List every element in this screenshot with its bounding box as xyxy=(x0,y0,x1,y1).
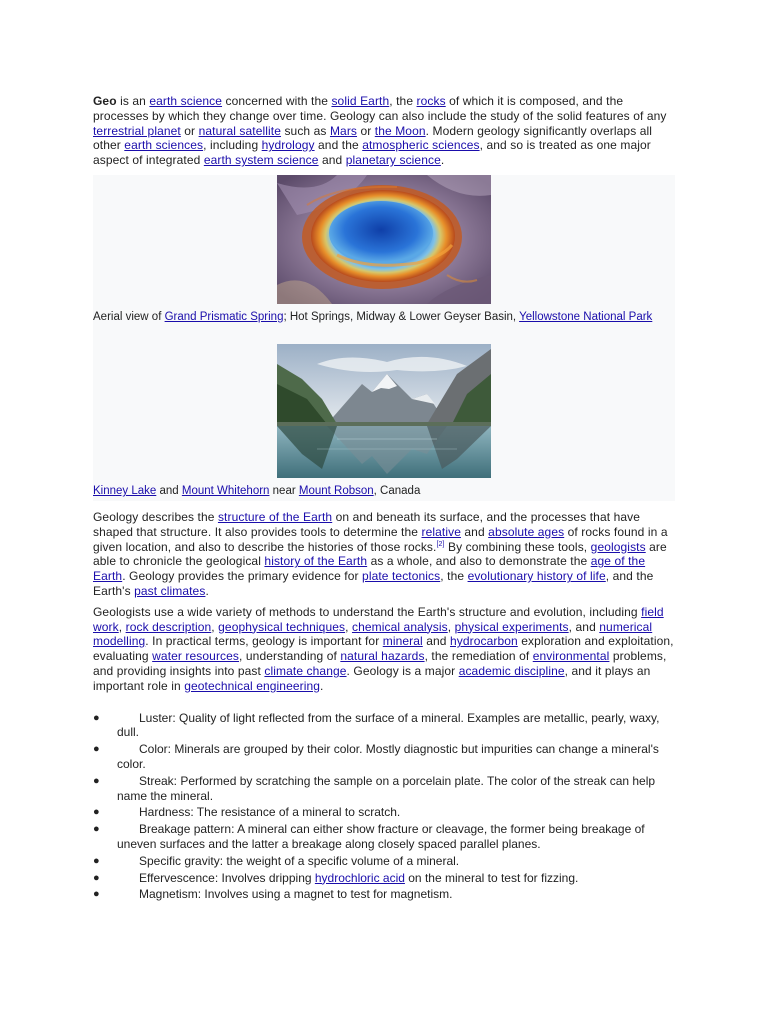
link-mars[interactable]: Mars xyxy=(329,123,358,138)
link-structure-of-the-earth[interactable]: structure of the Earth xyxy=(217,509,333,524)
figure2-caption: Kinney Lake and Mount Whitehorn near Mount Robson, Canada xyxy=(93,484,421,497)
link-mineral[interactable]: mineral xyxy=(382,634,423,649)
figure-kinney-lake-block xyxy=(93,327,675,501)
bullet-icon: ● xyxy=(93,743,100,756)
bullet-icon: ● xyxy=(93,774,100,787)
list-item: ● Effervescence: Involves dripping hydrochloric acid on the mineral to test for fizzing. xyxy=(93,870,579,885)
kinney-lake-photo[interactable] xyxy=(277,344,491,478)
link-planetary-science[interactable]: planetary science xyxy=(345,153,441,168)
list-item: ● Color: Minerals are grouped by their color. Mostly diagnostic but impurities can change a mineral's color. xyxy=(93,742,659,771)
article-body xyxy=(93,94,675,904)
link-academic-discipline[interactable]: academic discipline xyxy=(458,663,565,678)
link-chemical-analysis[interactable]: chemical analysis xyxy=(351,619,448,634)
list-item: ● Luster: Quality of light reflected from the surface of a mineral. Examples are metallic, pearly, waxy, dull. xyxy=(93,710,660,740)
link-hydrology[interactable]: hydrology xyxy=(261,138,315,153)
link-age-of-the-earth[interactable]: age of the Earth xyxy=(93,554,646,584)
bullet-icon: ● xyxy=(93,806,100,819)
link-mount-whitehorn[interactable]: Mount Whitehorn xyxy=(181,484,270,497)
link-mount-robson[interactable]: Mount Robson xyxy=(298,484,374,497)
link-evolutionary-history-of-life[interactable]: evolutionary history of life xyxy=(467,569,606,584)
link-kinney-lake[interactable]: Kinney Lake xyxy=(93,484,157,497)
intro-paragraph: Geo is an earth science concerned with the solid Earth, the rocks of which it is composed, and the processes by which they change over time. Geology can also include the study of the solid features of any terrestrial planet or natural satellite such as Mars or the Moon. Modern geology significantly overlaps all other earth sciences, including hydrology and the atmospheric sciences, and so is treated as one major aspect of integrated earth system science and planetary science. xyxy=(93,94,667,168)
link-geotechnical-engineering[interactable]: geotechnical engineering xyxy=(184,678,321,693)
bullet-icon: ● xyxy=(93,871,100,884)
list-item: ● Hardness: The resistance of a mineral to scratch. xyxy=(93,805,401,820)
link-hydrochloric-acid[interactable]: hydrochloric acid xyxy=(314,870,405,885)
bullet-icon: ● xyxy=(93,711,100,724)
bullet-icon: ● xyxy=(93,823,100,836)
link-water-resources[interactable]: water resources xyxy=(152,649,240,664)
link-earth-science[interactable]: earth science xyxy=(149,94,223,108)
link-physical-experiments[interactable]: physical experiments xyxy=(454,619,569,634)
figure-grand-prismatic xyxy=(93,175,675,501)
list-item: ● Streak: Performed by scratching the sample on a porcelain plate. The color of the streak can help name the mineral. xyxy=(93,773,656,803)
link-rock-description[interactable]: rock description xyxy=(125,619,212,634)
kinney-lake-image xyxy=(277,344,491,478)
term-bold: Geo xyxy=(93,94,117,108)
list-item: ● Magnetism: Involves using a magnet to test for magnetism. xyxy=(93,887,453,902)
link-hydrocarbon[interactable]: hydrocarbon xyxy=(449,634,518,649)
link-the-moon[interactable]: the Moon xyxy=(374,123,426,138)
paragraph-structure: Geology describes the structure of the Earth on and beneath its surface, and the processes that have shaped that structure. It also provides tools to determine the relative and absolute ages of rocks found in a given location, and also to describe the histories of those rocks.[2] By combining these tools, geologists are able to chronicle the geological history of the Earth as a whole, and also to demonstrate the age of the Earth. Geology provides the primary evidence for plate tectonics, the evolutionary history of life, and the Earth's past climates. xyxy=(93,509,668,598)
link-geologists[interactable]: geologists xyxy=(590,539,646,554)
link-natural-satellite[interactable]: natural satellite xyxy=(198,123,282,138)
link-natural-hazards[interactable]: natural hazards xyxy=(340,649,425,664)
link-solid-earth[interactable]: solid Earth xyxy=(331,94,390,108)
link-absolute-ages[interactable]: absolute ages xyxy=(488,524,565,539)
figure1-caption: Aerial view of Grand Prismatic Spring; Hot Springs, Midway & Lower Geyser Basin, Yellowstone National Park xyxy=(93,310,653,323)
list-item: ● Breakage pattern: A mineral can either show fracture or cleavage, the former being breakage of uneven surfaces and the latter a breakage along closely spaced parallel planes. xyxy=(93,822,645,851)
link-field-work[interactable]: field work xyxy=(93,604,664,634)
grand-prismatic-spring-photo[interactable] xyxy=(277,175,491,304)
link-yellowstone-national-park[interactable]: Yellowstone National Park xyxy=(519,310,653,323)
link-grand-prismatic-spring[interactable]: Grand Prismatic Spring xyxy=(164,310,284,323)
link-rocks[interactable]: rocks xyxy=(416,94,446,108)
link-geophysical-techniques[interactable]: geophysical techniques xyxy=(218,619,346,634)
mineral-properties-list xyxy=(93,711,675,903)
bullet-icon: ● xyxy=(93,854,100,867)
link-history-of-the-earth[interactable]: history of the Earth xyxy=(264,554,368,569)
list-item: ● Specific gravity: the weight of a specific volume of a mineral. xyxy=(93,853,460,868)
bullet-icon: ● xyxy=(93,888,100,901)
link-numerical-modelling[interactable]: numerical modelling xyxy=(93,619,653,649)
paragraph-methods: Geologists use a wide variety of methods to understand the Earth's structure and evolution, including field work, rock description, geophysical techniques, chemical analysis, physical experiments, and numerical modelling. In practical terms, geology is important for mineral and hydrocarbon exploration and exploitation, evaluating water resources, understanding of natural hazards, the remediation of environmental problems, and providing insights into past climate change. Geology is a major academic discipline, and it plays an important role in geotechnical engineering. xyxy=(93,604,674,693)
link-climate-change[interactable]: climate change xyxy=(264,663,347,678)
link-past-climates[interactable]: past climates xyxy=(134,583,206,598)
link-relative[interactable]: relative xyxy=(421,524,461,539)
reference-2[interactable]: [2] xyxy=(436,540,445,548)
link-earth-sciences[interactable]: earth sciences xyxy=(124,138,204,153)
link-atmospheric-sciences[interactable]: atmospheric sciences xyxy=(362,138,480,153)
link-terrestrial-planet[interactable]: terrestrial planet xyxy=(93,123,181,138)
grand-prismatic-image xyxy=(277,175,491,304)
link-environmental[interactable]: environmental xyxy=(532,649,610,664)
link-plate-tectonics[interactable]: plate tectonics xyxy=(362,569,441,584)
link-earth-system-science[interactable]: earth system science xyxy=(203,153,319,168)
